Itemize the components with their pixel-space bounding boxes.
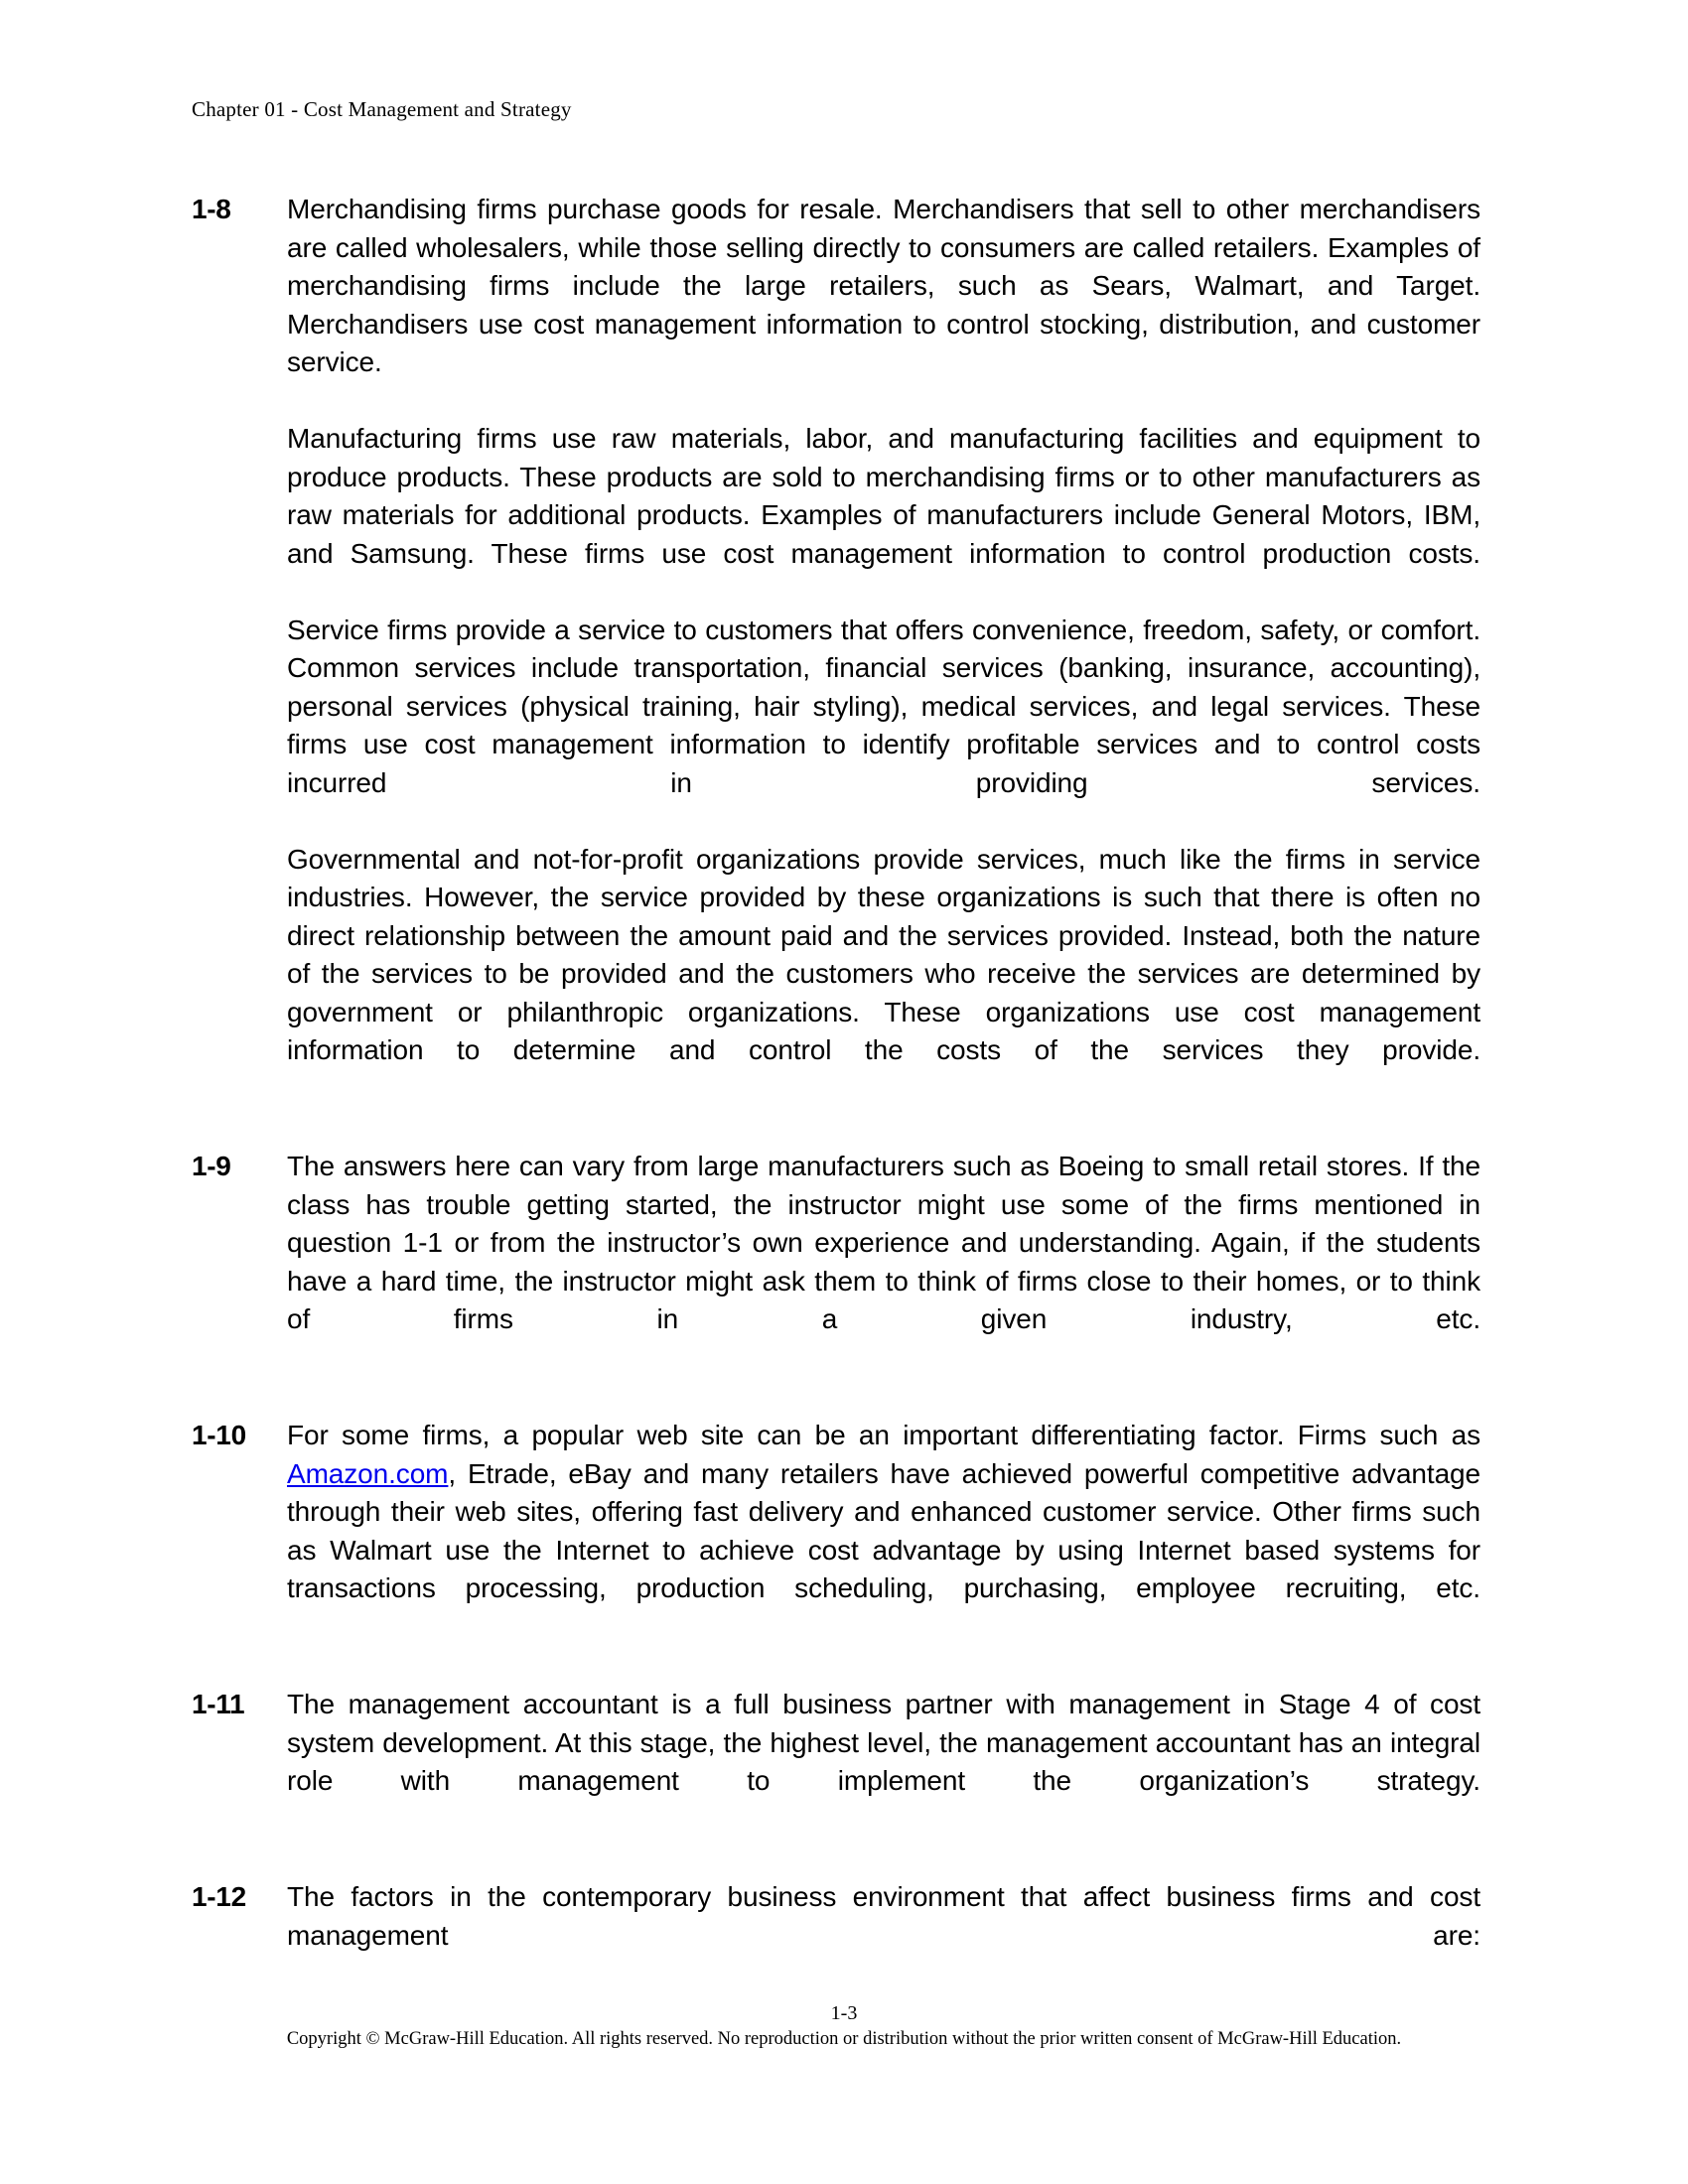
paragraph: Manufacturing firms use raw materials, labor, and manufacturing facilities and equipment to produce products. These products are sold to merchandising firms or to other manufacturers as raw materials for additional products. Examples of manufacturers include General Motors, IBM, and Samsung. These firms use cost management information to control production costs. [287,423,1480,569]
answer-text [287,191,1480,1108]
paragraph-text-before-link: For some firms, a popular web site can be an important differentiating factor. Firms such as [287,1420,1480,1450]
paragraph: Service firms provide a service to customers that offers convenience, freedom, safety, or comfort. Common services include transportation, financial services (banking, insurance, accounting), personal services (physical training, hair styling), medical services, and legal services. These firms use cost management information to identify profitable services and to control costs incurred in providing services. [287,614,1480,798]
answer-number: 1-11 [192,1689,245,1719]
answer-item-1-11 [192,1686,1480,1839]
paragraph: The management accountant is a full business partner with management in Stage 4 of cost system development. At this stage, the highest level, the management accountant has an integral role with management to implement the organization’s strategy. [287,1689,1480,1796]
paragraph: The factors in the contemporary business environment that affect business firms and cost management are: [287,1881,1480,1951]
running-header: Chapter 01 - Cost Management and Strategy [192,97,572,121]
answer-text [287,1686,1480,1839]
paragraph: Governmental and not-for-profit organizations provide services, much like the firms in service industries. However, the service provided by these organizations is such that there is often no direct relationship between the amount paid and the services provided. Instead, both the nature of the services to be provided and the customers who receive the services are determined by government or philanthropic organizations. These organizations use cost management information to determine and control the costs of the services they provide. [287,843,1480,1065]
answer-text [287,1148,1480,1377]
answer-item-1-12 [192,1878,1480,1993]
paragraph [287,1417,1480,1646]
paragraph-text-after-link: , Etrade, eBay and many retailers have achieved powerful competitive advantage through their web sites, offering fast delivery and enhanced customer service. Other firms such as Walmart use the Internet to achieve cost advantage by using Internet based systems for transactions processing, production scheduling, purchasing, employee recruiting, etc. [287,1457,1480,1603]
answer-text [287,1417,1480,1646]
answer-number: 1-8 [192,194,231,224]
answer-item-1-8 [192,191,1480,1108]
answer-item-1-10 [192,1417,1480,1646]
paragraph: The answers here can vary from large manufacturers such as Boeing to small retail stores. If the class has trouble getting started, the instructor might use some of the firms mentioned in question 1-1 or from the instructor’s own experience and understanding. Again, if the students have a hard time, the instructor might ask them to think of firms close to their homes, or to think of firms in a given industry, etc. [287,1151,1480,1334]
footer-copyright: Copyright © McGraw-Hill Education. All rights reserved. No reproduction or distribution without the prior written consent of McGraw-Hill Education. [286,2029,1402,2049]
amazon-link[interactable]: Amazon.com [287,1457,449,1489]
answer-number: 1-10 [192,1420,246,1450]
page-footer [0,2000,1688,2052]
paragraph: Merchandising firms purchase goods for resale. Merchandisers that sell to other merchandisers are called wholesalers, while those selling directly to consumers are called retailers. Examples of merchandising firms include the large retailers, such as Sears, Walmart, and Target. Merchandisers use cost management information to control stocking, distribution, and customer service. [287,194,1480,377]
answer-item-1-9 [192,1148,1480,1377]
answer-number: 1-12 [192,1881,246,1912]
answer-text [287,1878,1480,1993]
answer-number: 1-9 [192,1151,231,1181]
document-body [192,191,1480,1993]
footer-page-number: 1-3 [830,2002,858,2024]
